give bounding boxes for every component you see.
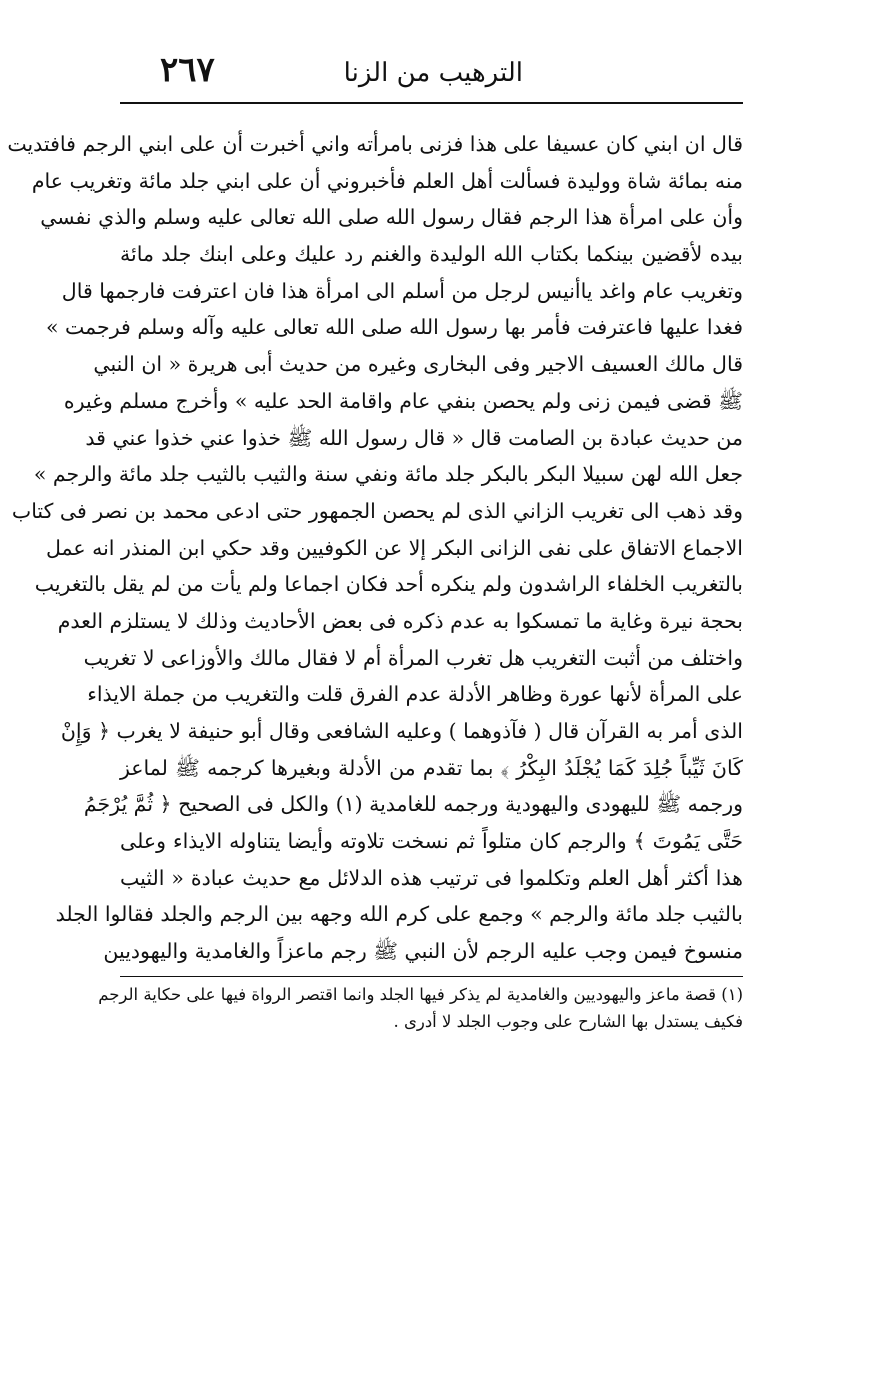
footnote-rule (120, 976, 743, 977)
body-line: هذا أكثر أهل العلم وتكلموا فى ترتيب هذه الدلائل مع حديث عبادة « الثيب (120, 865, 743, 890)
footnote-line: (١) قصة ماعز واليهوديين والغامدية لم يذكر فيها الجلد وانما اقتصر الرواة فيها على حكاية الرجم (98, 984, 743, 1004)
body-line: الاجماع الاتفاق على نفى الزانى البكر إلا عن الكوفيين وقد حكي ابن المنذر انه عمل (45, 535, 743, 560)
page-number: ٢٦٧ (160, 50, 215, 90)
footnote-line: فكيف يستدل بها الشارح على وجوب الجلد لا أدرى . (393, 1011, 743, 1031)
body-line: بالثيب جلد مائة والرجم » وجمع على كرم الله وجهه بين الرجم والجلد فقالوا الجلد (55, 902, 743, 927)
body-line: فغدا عليها فاعترفت فأمر بها رسول الله صلى الله تعالى عليه وآله وسلم فرجمت » (45, 315, 743, 340)
body-text (7, 126, 743, 970)
body-line: بيده لأقضين بينكما بكتاب الله الوليدة والغنم رد عليك وعلى ابنك جلد مائة (120, 242, 743, 267)
body-line: الذى أمر به القرآن قال ( فآذوهما ) وعليه الشافعى وقال أبو حنيفة لا يغرب ﴿ وَإِنْ (60, 719, 743, 743)
body-line: حَتَّى يَمُوتَ ﴾ والرجم كان متلواً ثم نسخت تلاوته وأيضا يتناوله الايذاء وعلى (120, 829, 743, 854)
body-line: وقد ذهب الى تغريب الزاني الذى لم يحصن الجمهور حتى ادعى محمد بن نصر فى كتاب (11, 498, 743, 523)
body-line: منه بمائة شاة ووليدة فسألت أهل العلم فأخبروني أن على ابني جلد مائة وتغريب عام (31, 168, 743, 193)
page-header (120, 52, 743, 98)
body-line: ورجمه ﷺ لليهودى واليهودية ورجمه للغامدية (١) والكل فى الصحيح ﴿ ثُمَّ يُرْجَمُ (83, 792, 743, 817)
body-line: على المرأة لأنها عورة وظاهر الأدلة عدم الفرق قلت والتغريب من جملة الايذاء (87, 682, 743, 707)
body-line: وأن على امرأة هذا الرجم فقال رسول الله صلى الله تعالى عليه وسلم والذي نفسي (40, 205, 743, 230)
body-line: كَانَ ثَيِّباً جُلِدَ كَمَا يُجْلَدُ البِكْرُ ﴾ بما تقدم من الأدلة وبغيرها كرجمه ﷺ لماعز (120, 755, 743, 780)
body-line: بالتغريب الخلفاء الراشدون ولم ينكره أحد فكان اجماعا ولم يأت من لم يقل بالتغريب (34, 572, 743, 597)
footnotes (98, 981, 743, 1035)
body-line: قال مالك العسيف الاجير وفى البخارى وغيره من حديث أبى هريرة « ان النبي (93, 352, 743, 377)
body-line: وتغريب عام واغد ياأنيس لرجل من أسلم الى امرأة هذا فان اعترفت فارجمها قال (61, 278, 743, 303)
body-line: واختلف من أثبت التغريب هل تغرب المرأة أم لا فقال مالك والأوزاعى لا تغريب (83, 645, 743, 670)
body-line: من حديث عبادة بن الصامت قال « قال رسول الله ﷺ خذوا عني خذوا عني قد (85, 425, 743, 450)
body-line: منسوخ فيمن وجب عليه الرجم لأن النبي ﷺ رجم ماعزاً والغامدية واليهوديين (103, 939, 743, 964)
body-line: قال ان ابني كان عسيفا على هذا فزنى بامرأته واني أخبرت أن على ابني الرجم فافتديت (7, 132, 743, 156)
body-line: بحجة نيرة وغاية ما تمسكوا به عدم ذكره فى بعض الأحاديث وذلك لا يستلزم العدم (57, 608, 743, 633)
running-title: الترهيب من الزنا (343, 58, 523, 88)
body-line: جعل الله لهن سبيلا البكر بالبكر جلد مائة ونفي سنة والثيب بالثيب جلد مائة والرجم » (33, 462, 743, 487)
header-rule (120, 102, 743, 104)
body-line: ﷺ قضى فيمن زنى ولم يحصن بنفي عام واقامة الحد عليه » وأخرج مسلم وغيره (63, 388, 743, 413)
